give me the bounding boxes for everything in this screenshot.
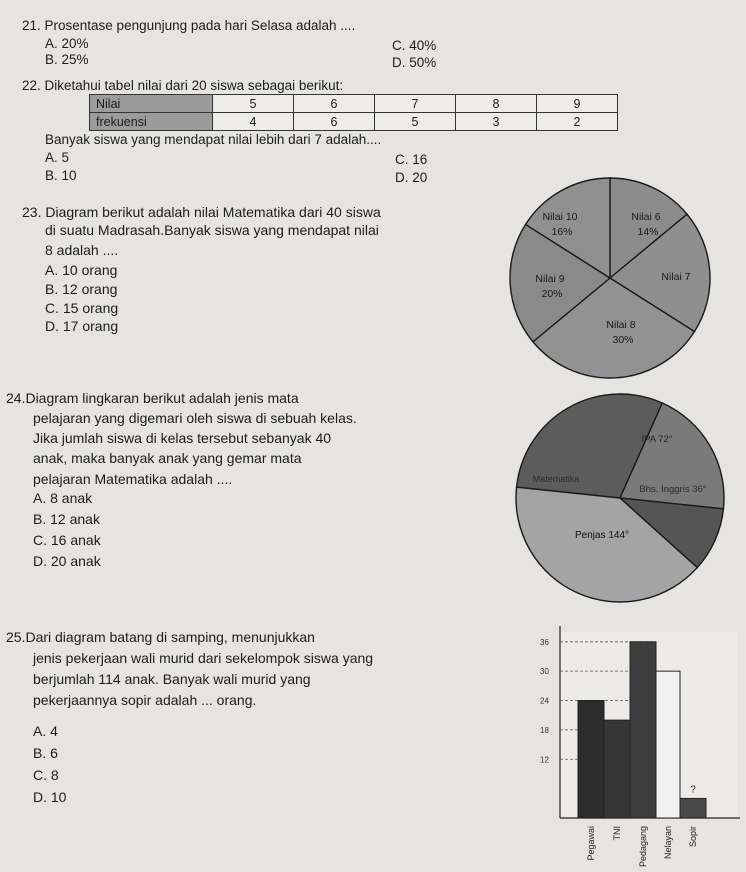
q25-line-2: jenis pekerjaan wali murid dari sekelompok siswa yang [33, 650, 374, 666]
q21-stem: 21. Prosentase pengunjung pada hari Selasa adalah .... [22, 18, 356, 33]
mapel-pie-chart [508, 392, 740, 604]
bar-pedagang [630, 642, 656, 818]
q25-option-a[interactable]: A. 4 [33, 723, 58, 739]
q23-option-a[interactable]: A. 10 orang [45, 262, 118, 278]
q25-option-c[interactable]: C. 8 [33, 767, 59, 783]
bar-tni [604, 720, 630, 818]
q23-option-d[interactable]: D. 17 orang [45, 318, 119, 334]
table-row [90, 95, 618, 113]
pie1-slice-label: Nilai 9 [535, 273, 565, 285]
pie1-slice-value: 30% [612, 334, 634, 346]
x-tick-label: TNI [612, 826, 622, 841]
nilai-pie-chart [500, 176, 732, 380]
q22-option-c[interactable]: C. 16 [395, 152, 428, 167]
table-cell: 2 [537, 113, 618, 131]
y-tick-label: 12 [540, 755, 549, 765]
table-row [90, 113, 618, 131]
table-cell: 8 [456, 95, 537, 113]
x-tick-label: Pegawai [586, 826, 596, 861]
q22-option-b[interactable]: B. 10 [45, 168, 77, 183]
pie1-slice-value: 16% [551, 226, 573, 238]
pie2-slice-label: Matematika [532, 474, 580, 484]
q21-option-c[interactable]: C. 40% [392, 38, 437, 53]
table-header-nilai: Nilai [90, 95, 213, 113]
q25-option-d[interactable]: D. 10 [33, 789, 67, 805]
q24-option-c[interactable]: C. 16 anak [33, 532, 101, 548]
pie1-slice-value: 14% [637, 226, 659, 238]
q25-line-1: 25.Dari diagram batang di samping, menunjukkan [6, 629, 315, 645]
pekerjaan-bar-chart [520, 622, 742, 870]
q22-option-d[interactable]: D. 20 [395, 170, 428, 185]
table-cell: 5 [375, 113, 456, 131]
table-cell: 6 [294, 113, 375, 131]
q21-option-b[interactable]: B. 25% [45, 52, 89, 67]
x-tick-label: Sopir [688, 826, 698, 848]
q23-line-3: 8 adalah .... [45, 242, 119, 258]
q23-line-2: di suatu Madrasah.Banyak siswa yang mendapat nilai [45, 222, 379, 238]
q22-stem: 22. Diketahui tabel nilai dari 20 siswa sebagai berikut: [22, 78, 344, 93]
q22-option-a[interactable]: A. 5 [45, 150, 70, 165]
table-cell: 3 [456, 113, 537, 131]
q25-line-3: berjumlah 114 anak. Banyak wali murid yang [33, 671, 311, 687]
table-cell: 7 [375, 95, 456, 113]
q25-option-b[interactable]: B. 6 [33, 745, 58, 761]
bar-pegawai [578, 701, 604, 818]
q24-line-2: pelajaran yang digemari oleh siswa di sebuah kelas. [33, 410, 357, 426]
pie1-slice-label: Nilai 7 [661, 271, 691, 283]
q21-option-d[interactable]: D. 50% [392, 55, 437, 70]
table-cell: 5 [213, 95, 294, 113]
x-tick-label: Pedagang [638, 826, 648, 868]
q22-question: Banyak siswa yang mendapat nilai lebih dari 7 adalah.... [45, 132, 382, 147]
pie1-slice-label: Nilai 10 [542, 211, 578, 223]
q23-option-c[interactable]: C. 15 orang [45, 300, 119, 316]
y-tick-label: 18 [540, 725, 549, 735]
q25-line-4: pekerjaannya sopir adalah ... orang. [33, 692, 257, 708]
pie2-slice-label: Penjas 144° [574, 530, 630, 541]
table-cell: 6 [294, 95, 375, 113]
table-cell: 9 [537, 95, 618, 113]
q24-option-a[interactable]: A. 8 anak [33, 490, 93, 506]
pie2-slice-label: IPA 72° [641, 434, 673, 445]
y-tick-label: 30 [540, 667, 549, 677]
q21-option-a[interactable]: A. 20% [45, 36, 89, 51]
q24-line-1: 24.Diagram lingkaran berikut adalah jenis mata [6, 390, 299, 406]
x-tick-label: Nelayan [663, 826, 673, 860]
unknown-value-label: ? [690, 784, 696, 796]
q24-line-3: Jika jumlah siswa di kelas tersebut sebanyak 40 [33, 430, 332, 446]
pie2-slice-label: Bhs. Inggris 36° [639, 484, 707, 495]
q23-line-1: 23. Diagram berikut adalah nilai Matematika dari 40 siswa [22, 204, 381, 220]
q24-option-b[interactable]: B. 12 anak [33, 511, 100, 527]
q23-option-b[interactable]: B. 12 orang [45, 281, 118, 297]
table-cell: 4 [213, 113, 294, 131]
q24-option-d[interactable]: D. 20 anak [33, 553, 101, 569]
bar-nelayan [656, 671, 680, 818]
pie1-slice-label: Nilai 8 [606, 319, 636, 331]
y-tick-label: 36 [540, 637, 549, 647]
bar-sopir [680, 798, 706, 818]
pie1-slice-value: 20% [541, 288, 563, 300]
table-header-frekuensi: frekuensi [90, 113, 213, 131]
q22-value-table [89, 94, 618, 131]
pie1-slice-label: Nilai 6 [631, 211, 661, 223]
q24-line-4: anak, maka banyak anak yang gemar mata [33, 450, 302, 466]
q24-line-5: pelajaran Matematika adalah .... [33, 471, 233, 487]
y-tick-label: 24 [540, 696, 549, 706]
